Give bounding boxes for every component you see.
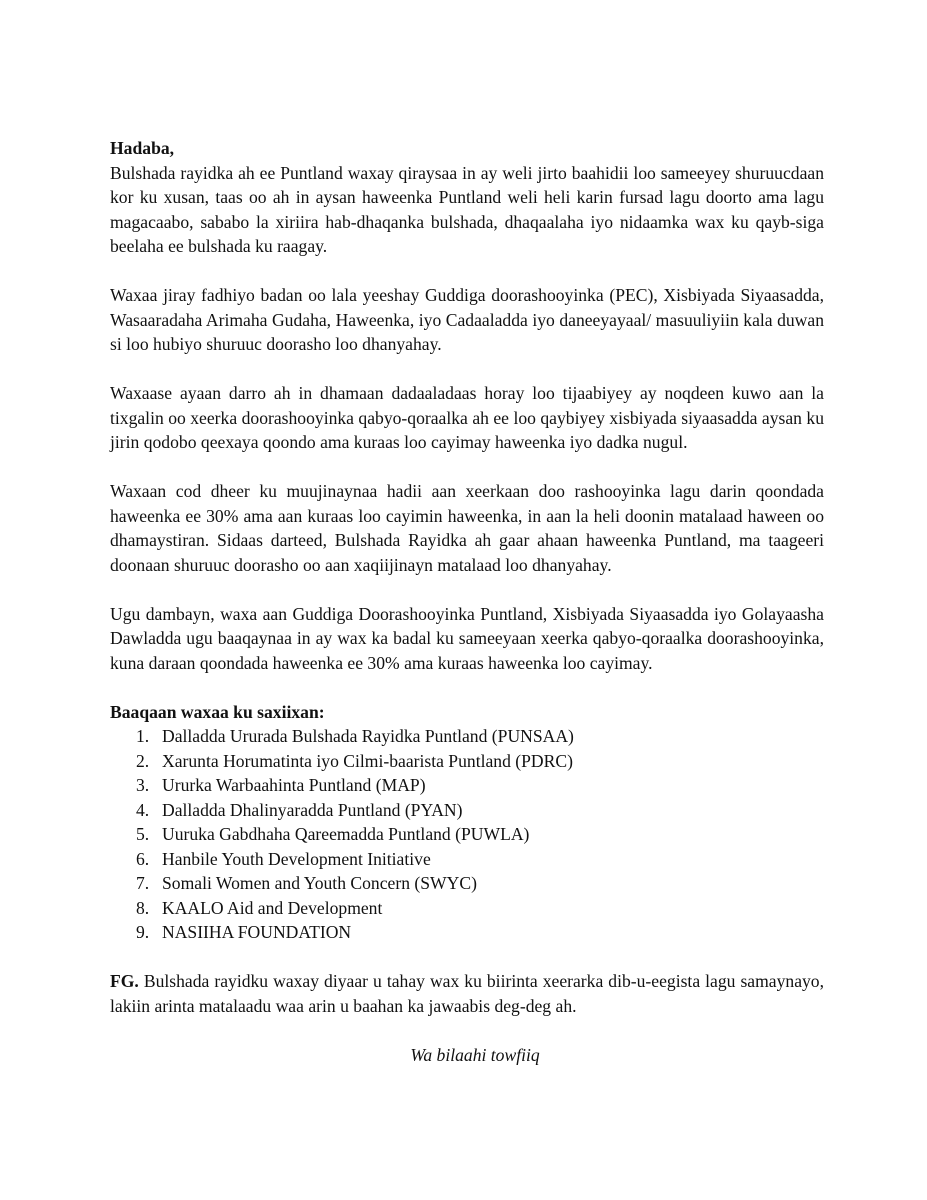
list-number: 6. [136,848,150,869]
spacer [110,577,824,602]
list-number: 2. [136,750,150,771]
list-item [136,822,824,847]
spacer [110,455,824,480]
spacer [110,357,824,382]
list-item [136,847,824,872]
list-number: 1. [136,726,150,746]
document-page [110,136,824,1067]
spacer [110,259,824,284]
paragraph-4: Waxaan cod dheer ku muujinaynaa hadii aan xeerkaan doo rashooyinka lagu darin qoondada haweenka ee 30% ama aan kuraas loo cayimin haweenka, in aan la heli doonin matalaad haween oo dhamaystiran. Sidaas darteed, Bulshada Rayidka ah gaar ahaan haweenka Puntland, ma taageeri doonaan shuruuc doorasho oo aan xaqiijinayn matalaad loo dhanyahay. [110,481,824,575]
list-number: 5. [136,824,150,844]
list-item [136,920,824,945]
list-number: 7. [136,873,150,893]
signatory-name: Uuruka Gabdhaha Qareemadda Puntland (PUWLA) [162,824,530,844]
spacer [110,675,824,700]
list-item [136,749,824,774]
signatories-list [110,724,824,945]
list-number: 8. [136,897,150,918]
footnote-label: FG. [110,971,139,991]
list-item [136,773,824,798]
signatory-name: Dalladda Ururada Bulshada Rayidka Puntland (PUNSAA) [162,726,574,746]
signatory-name: Hanbile Youth Development Initiative [162,848,431,869]
signatory-name: KAALO Aid and Development [162,897,383,918]
paragraph-1: Bulshada rayidka ah ee Puntland waxay qiraysaa in ay weli jirto baahidii loo sameeyey shuruucdaan kor ku xusan, taas oo ah in aysan haweenka Puntland weli heli karin fursad lagu doorto ama lagu magacaabo, sababo la xiriira hab-dhaqanka bulshada, dhaqaalaha iyo nidaamka wax ku qayb-siga beelaha ee bulshada ku raagay. [110,162,824,256]
paragraph-5: Ugu dambayn, waxa aan Guddiga Doorashooyinka Puntland, Xisbiyada Siyaasadda iyo Golayaasha Dawladda ugu baaqaynaa in ay wax ka badal ku sameeyaan xeerka qabyo-qoraalka doorashooyinka, kuna daraan qoondada haweenka ee 30% ama kuraas haweenka loo cayimay. [110,603,824,673]
greeting-heading: Hadaba, [110,138,175,158]
signatory-name: Xarunta Horumatinta iyo Cilmi-baarista Puntland (PDRC) [162,750,573,771]
signatory-name: Dalladda Dhalinyaradda Puntland (PYAN) [162,799,463,820]
paragraph-2: Waxaa jiray fadhiyo badan oo lala yeeshay Guddiga doorashooyinka (PEC), Xisbiyada Siyaasadda, Wasaaradaha Arimaha Gudaha, Haweenka, iyo Cadaaladda iyo daneeyayaal/ masuuliyiin kala duwan si loo hubiyo shuruuc doorasho loo dhanyahay. [110,285,824,354]
footnote-text: Bulshada rayidku waxay diyaar u tahay wax ku biirinta xeerarka dib-u-eegista lagu samaynayo, lakiin arinta matalaadu waa arin u baahan ka jawaabis deg-deg ah. [110,971,824,1016]
list-number: 4. [136,799,150,820]
signatory-name: Somali Women and Youth Concern (SWYC) [162,873,477,893]
closing-line: Wa bilaahi towfiiq [410,1044,540,1065]
list-item [136,871,824,896]
spacer [110,945,824,970]
list-item [136,724,824,749]
signatory-name: NASIIHA FOUNDATION [162,922,352,942]
list-number: 3. [136,775,150,795]
signatory-name: Ururka Warbaahinta Puntland (MAP) [162,775,426,795]
paragraph-3: Waxaase ayaan darro ah in dhamaan dadaaladaas horay loo tijaabiyey ay noqdeen kuwo aan la tixgalin oo xeerka doorashooyinka qabyo-qoraalka ah ee loo qaybiyey xisbiyada siyaasadda aysan ku jirin qodobo qeexaya qoondo ama kuraas loo cayimay haweenka iyo dadka nugul. [110,383,824,452]
signatories-heading: Baaqaan waxaa ku saxiixan: [110,701,325,722]
list-item [136,896,824,921]
footnote [110,969,824,1018]
list-number: 9. [136,922,150,942]
spacer [110,1018,824,1043]
list-item [136,798,824,823]
